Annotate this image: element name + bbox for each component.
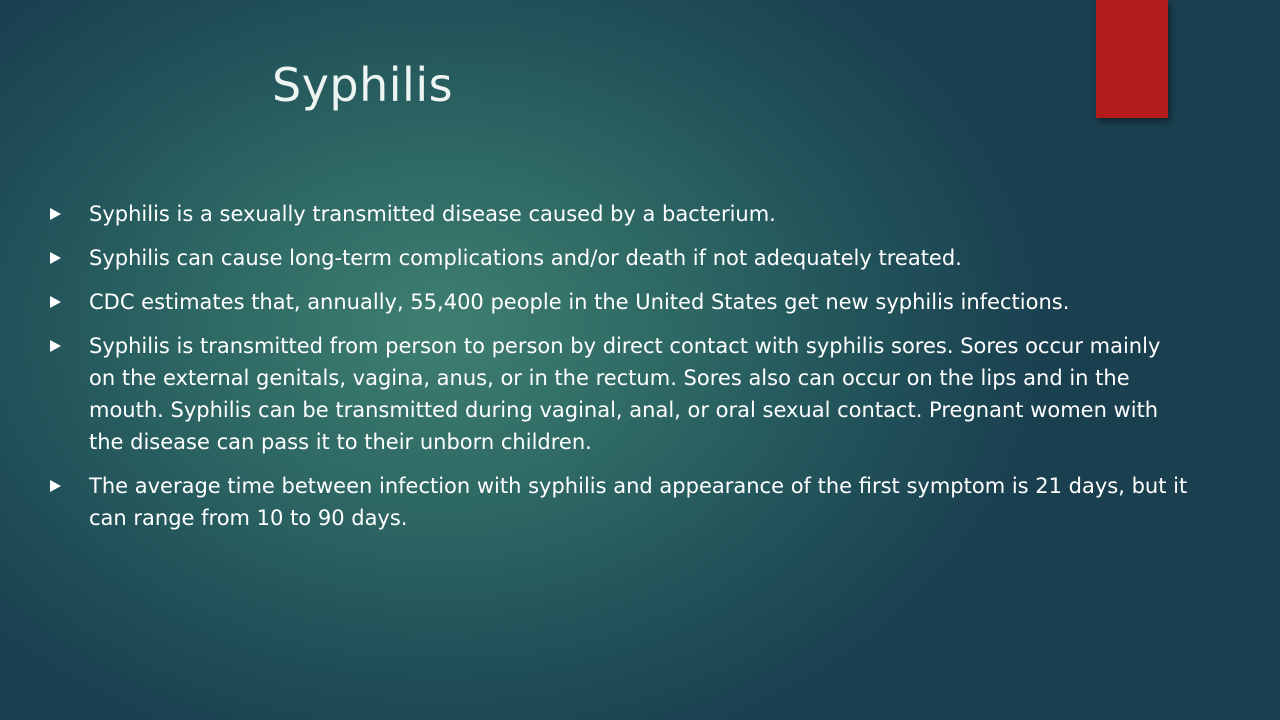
triangle-bullet-icon [50, 480, 61, 492]
bullet-list [50, 198, 1190, 546]
triangle-bullet-icon [50, 252, 61, 264]
triangle-bullet-icon [50, 340, 61, 352]
slide-title: Syphilis [272, 58, 454, 112]
bullet-item [50, 242, 1190, 274]
bullet-item [50, 198, 1190, 230]
bullet-item [50, 330, 1190, 458]
bullet-item [50, 470, 1190, 534]
bullet-text: Syphilis is transmitted from person to person by direct contact with syphilis sores. Sores occur mainly on the external genitals, vagina, anus, or in the rectum. Sores also can occur on the lips and in the mouth. Syphilis can be transmitted during vaginal, anal, or oral sexual contact. Pregnant women with the disease can pass it to their unborn children. [89, 334, 1161, 454]
bullet-text: CDC estimates that, annually, 55,400 people in the United States get new syphilis infections. [89, 290, 1070, 314]
bullet-text: Syphilis is a sexually transmitted disease caused by a bacterium. [89, 202, 776, 226]
triangle-bullet-icon [50, 296, 61, 308]
accent-bar [1096, 0, 1168, 118]
bullet-text: The average time between infection with syphilis and appearance of the first symptom is 21 days, but it can range from 10 to 90 days. [89, 474, 1188, 530]
bullet-text: Syphilis can cause long-term complications and/or death if not adequately treated. [89, 246, 962, 270]
bullet-item [50, 286, 1190, 318]
triangle-bullet-icon [50, 208, 61, 220]
